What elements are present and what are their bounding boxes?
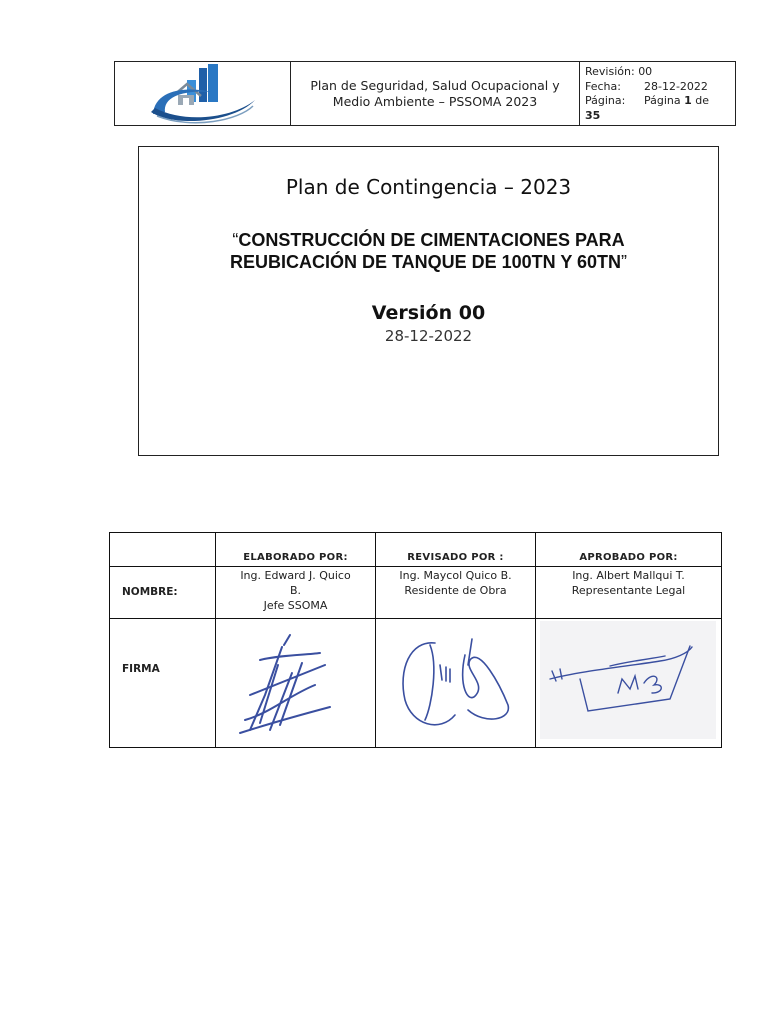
row-divider bbox=[110, 566, 721, 567]
fecha-label: Fecha: bbox=[585, 79, 621, 93]
aprobado-header: APROBADO POR: bbox=[579, 552, 678, 563]
approval-table bbox=[109, 532, 722, 748]
revisado-name bbox=[376, 568, 535, 598]
aprobado-name bbox=[536, 568, 721, 598]
signature-aprobado bbox=[540, 621, 716, 739]
signature-elaborado bbox=[220, 625, 370, 743]
firma-label: FIRMA bbox=[122, 663, 160, 675]
aprobado-role: Representante Legal bbox=[571, 584, 686, 597]
revisado-header: REVISADO POR : bbox=[407, 552, 504, 563]
revision-value: 00 bbox=[638, 65, 653, 78]
pagina-de: de bbox=[695, 94, 710, 107]
page-total: 35 bbox=[585, 108, 601, 122]
elaborado-name-line2: B. bbox=[289, 584, 302, 597]
close-quote: ” bbox=[621, 252, 628, 272]
fecha-value: 28-12-2022 bbox=[644, 79, 708, 93]
header-title-line1: Plan de Seguridad, Salud Ocupacional y bbox=[310, 77, 560, 93]
project-title bbox=[169, 229, 688, 273]
row-divider bbox=[110, 618, 721, 619]
revisado-name-line: Ing. Maycol Quico B. bbox=[399, 569, 512, 582]
elaborado-role: Jefe SSOMA bbox=[263, 599, 328, 612]
cover-box bbox=[138, 146, 719, 456]
revision-label: Revisión: bbox=[585, 65, 635, 78]
version-date: 28-12-2022 bbox=[384, 327, 473, 345]
aprobado-name-line: Ing. Albert Mallqui T. bbox=[572, 569, 685, 582]
project-line2: REUBICACIÓN DE TANQUE DE 100TN Y 60TN bbox=[229, 252, 622, 272]
version-label: Versión 00 bbox=[371, 302, 486, 324]
elaborado-name-line1: Ing. Edward J. Quico bbox=[240, 569, 351, 582]
page-number: 1 bbox=[684, 94, 692, 107]
building-logo-icon bbox=[115, 62, 290, 127]
revisado-role: Residente de Obra bbox=[404, 584, 507, 597]
pagina-prefix: Página bbox=[644, 94, 681, 107]
document-meta bbox=[580, 62, 735, 125]
elaborado-header: ELABORADO POR: bbox=[243, 552, 348, 563]
elaborado-name bbox=[216, 568, 375, 613]
open-quote: “ bbox=[232, 230, 239, 250]
plan-title-cell bbox=[291, 62, 580, 125]
document-header bbox=[114, 61, 736, 126]
project-line1: CONSTRUCCIÓN DE CIMENTACIONES PARA bbox=[238, 230, 625, 250]
signature-revisado bbox=[380, 625, 530, 743]
pagina-label: Página: bbox=[585, 94, 626, 107]
nombre-label: NOMBRE: bbox=[122, 586, 178, 598]
company-logo bbox=[115, 62, 291, 125]
header-title-line2: Medio Ambiente – PSSOMA 2023 bbox=[332, 93, 538, 109]
plan-title: Plan de Contingencia – 2023 bbox=[285, 175, 572, 199]
